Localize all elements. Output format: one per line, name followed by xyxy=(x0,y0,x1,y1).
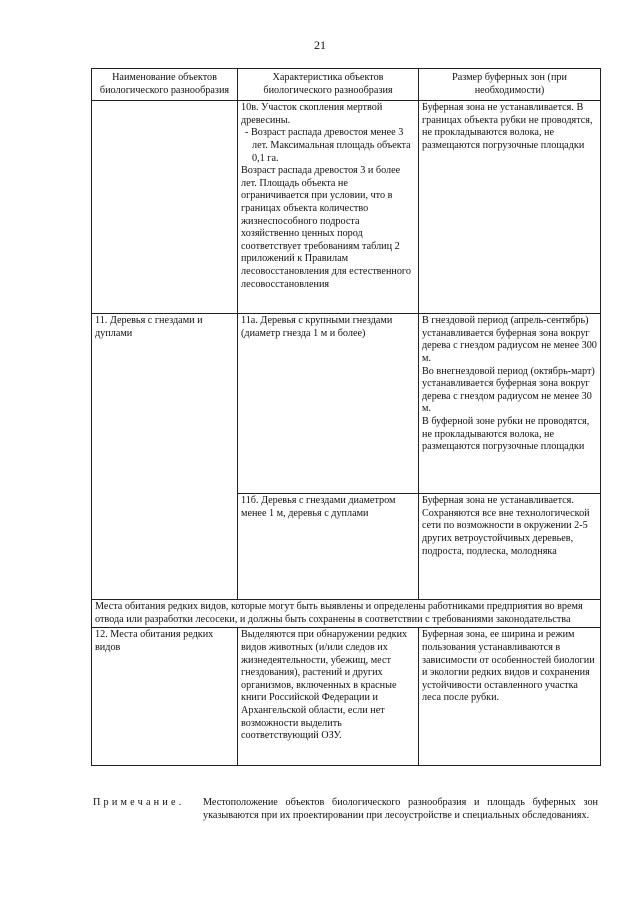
row-12-buffer: Буферная зона, ее ширина и режим пользования устанавливаются в зависимости от особенностей биологии и экологии редких видов и сохранения устойчивости оставленного участка леса после рубки. xyxy=(419,628,601,766)
section-row xyxy=(92,600,601,628)
footnote-label: Примечание. xyxy=(93,797,185,808)
row-10v-characteristic xyxy=(238,101,419,314)
row-12-characteristic: Выделяются при обнаружении редких видов животных (и/или следов их жизнедеятельности, убежищ, мест гнездования), растений и других организмов, включенных в красные книги Российской Федерации и Архангельской области, если нет возможности выделить соответствующий ОЗУ. xyxy=(238,628,419,766)
row-11b-characteristic: 11б. Деревья с гнездами диаметром менее 1 м, деревья с дуплами xyxy=(238,494,419,600)
row-11a-characteristic: 11а. Деревья с крупными гнездами (диаметр гнезда 1 м и более) xyxy=(238,314,419,494)
table-row xyxy=(92,101,601,314)
row-11a-buffer-nesting: В гнездовой период (апрель-сентябрь) устанавливается буферная зона вокруг дерева с гнездом радиусом не менее 300 м. xyxy=(422,315,597,364)
row-10v-list-item: - Возраст распада древостоя менее 3 лет. Максимальная площадь объекта 0,1 га. xyxy=(245,127,411,164)
table-row xyxy=(92,628,601,766)
row-10v-rest: Возраст распада древостоя 3 и более лет. Площадь объекта не ограничивается при условии, что в границах объекта количество жизнеспособного подроста хозяйственно ценных пород соответствует требованиям таблиц 2 приложений к Правилам лесовосстановления для естественного лесовосстановления xyxy=(241,165,411,290)
page-number: 21 xyxy=(314,38,326,52)
row-11b-buffer-preserve: Сохраняются все вне технологической сети по возможности в окружении 2-5 других ветроустойчивых деревьев, подроста, подлеска, молодняка xyxy=(422,507,590,557)
header-object-characteristic: Характеристика объектов биологического разнообразия xyxy=(238,69,419,101)
row-11a-buffer-off-season: Во внегнездовой период (октябрь-март) устанавливается буферная зона вокруг дерева с гнездом радиусом не менее 30 м. xyxy=(422,365,595,415)
row-12-name: 12. Места обитания редких видов xyxy=(92,628,238,766)
row-11b-buffer-none: Буферная зона не устанавливается. xyxy=(422,495,574,507)
row-11a-buffer-restrictions: В буферной зоне рубки не проводятся, не прокладываются волока, не размещаются погрузочные площадки xyxy=(422,415,590,453)
footnote xyxy=(93,797,598,823)
row-10v-name xyxy=(92,101,238,314)
row-10v-title: 10в. Участок скопления мертвой древесины. xyxy=(241,102,383,126)
table-header-row xyxy=(92,69,601,101)
header-buffer-size: Размер буферных зон (при необходимости) xyxy=(419,69,601,101)
rare-species-section-text: Места обитания редких видов, которые могут быть выявлены и определены работниками предприятия во время отвода или разработки лесосеки, и должны быть сохранены в соответствии с требованиями законодательства xyxy=(92,600,601,628)
row-11-name: 11. Деревья с гнездами и дуплами xyxy=(92,314,238,600)
header-object-name: Наименование объектов биологического разнообразия xyxy=(92,69,238,101)
row-11a-buffer xyxy=(419,314,601,494)
footnote-text: Местоположение объектов биологического разнообразия и площадь буферных зон указываются при их проектировании при лесоустройстве и специальных обследованиях. xyxy=(203,797,598,821)
row-10v-buffer: Буферная зона не устанавливается. В границах объекта рубки не проводятся, не прокладываются волока, не размещаются погрузочные площадки xyxy=(419,101,601,314)
biodiversity-table xyxy=(91,68,601,766)
row-11b-buffer xyxy=(419,494,601,600)
table-row xyxy=(92,314,601,494)
